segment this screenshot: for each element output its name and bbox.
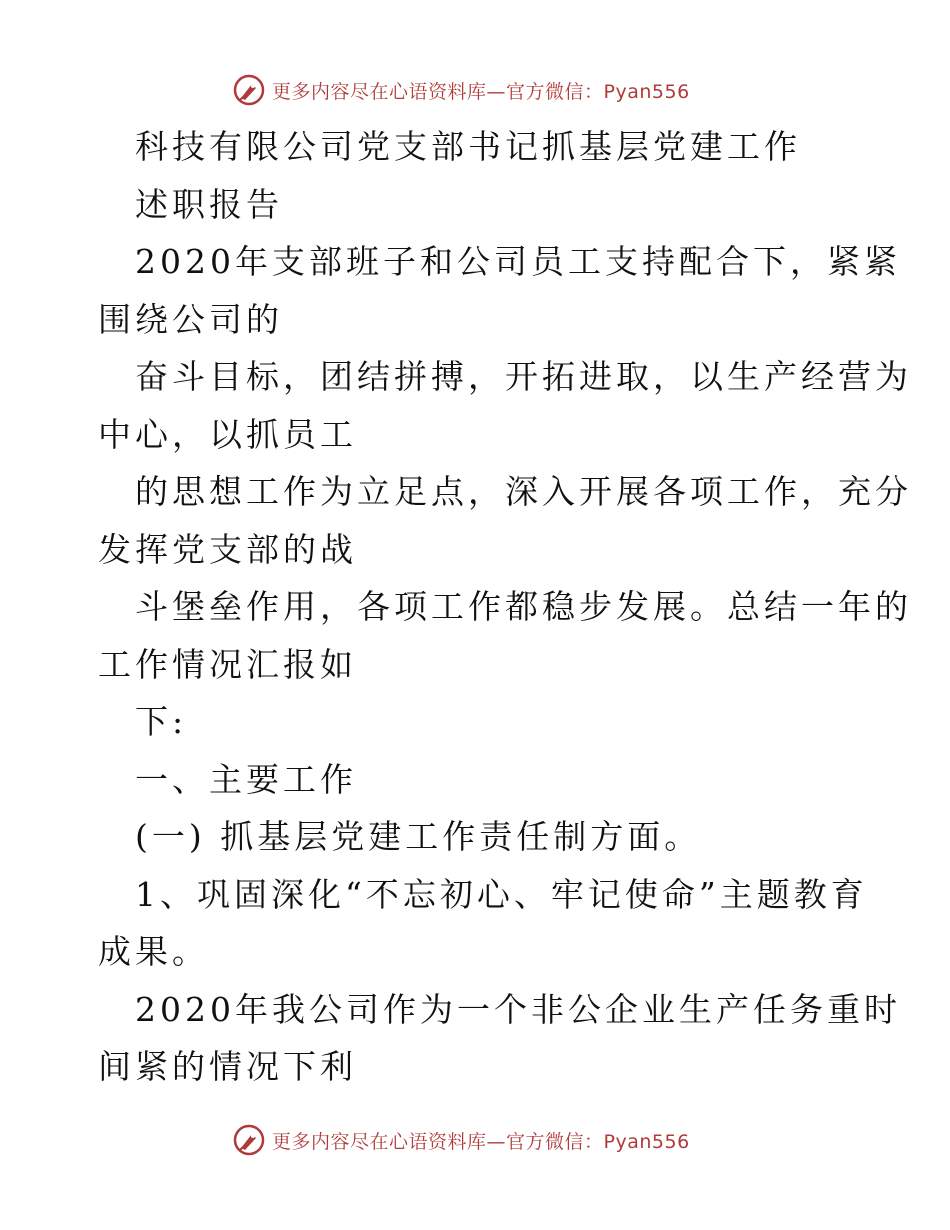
paragraph-line: 奋斗目标，团结拼搏，开拓进取，以生产经营为: [135, 357, 912, 396]
paragraph-line: 工作情况汇报如: [98, 644, 357, 684]
pen-nib-logo-icon: [232, 73, 266, 107]
paragraph-line: 围绕公司的: [98, 299, 283, 339]
paragraph-line: 的思想工作为立足点，深入开展各项工作，充分: [135, 472, 912, 511]
section-heading: 一、主要工作: [135, 759, 357, 799]
paragraph-line: 中心，以抓员工: [98, 414, 357, 454]
document-body: [98, 118, 912, 1096]
header-watermark-banner: [232, 73, 712, 107]
document-title-line-1: 科技有限公司党支部书记抓基层党建工作: [135, 127, 801, 166]
item-heading: 成果。: [98, 932, 209, 971]
pen-nib-logo-icon: [232, 1123, 266, 1157]
subsection-heading: (一) 抓基层党建工作责任制方面。: [135, 817, 702, 856]
document-title-line-2: 述职报告: [135, 184, 283, 224]
footer-watermark-text: 更多内容尽在心语资料库—官方微信：Pyan556: [272, 1130, 690, 1153]
header-watermark-text: 更多内容尽在心语资料库—官方微信：Pyan556: [272, 80, 690, 103]
footer-watermark-banner: [232, 1123, 712, 1157]
paragraph-line: 2020年支部班子和公司员工支持配合下，紧紧: [135, 242, 901, 281]
paragraph-line: 斗堡垒作用，各项工作都稳步发展。总结一年的: [135, 587, 912, 626]
item-heading: 1、巩固深化“不忘初心、牢记使命”主题教育: [135, 874, 868, 914]
paragraph-line: 下:: [135, 702, 188, 741]
paragraph-line: 2020年我公司作为一个非公企业生产任务重时: [135, 989, 901, 1029]
paragraph-line: 间紧的情况下利: [98, 1047, 357, 1086]
paragraph-line: 发挥党支部的战: [98, 529, 357, 569]
